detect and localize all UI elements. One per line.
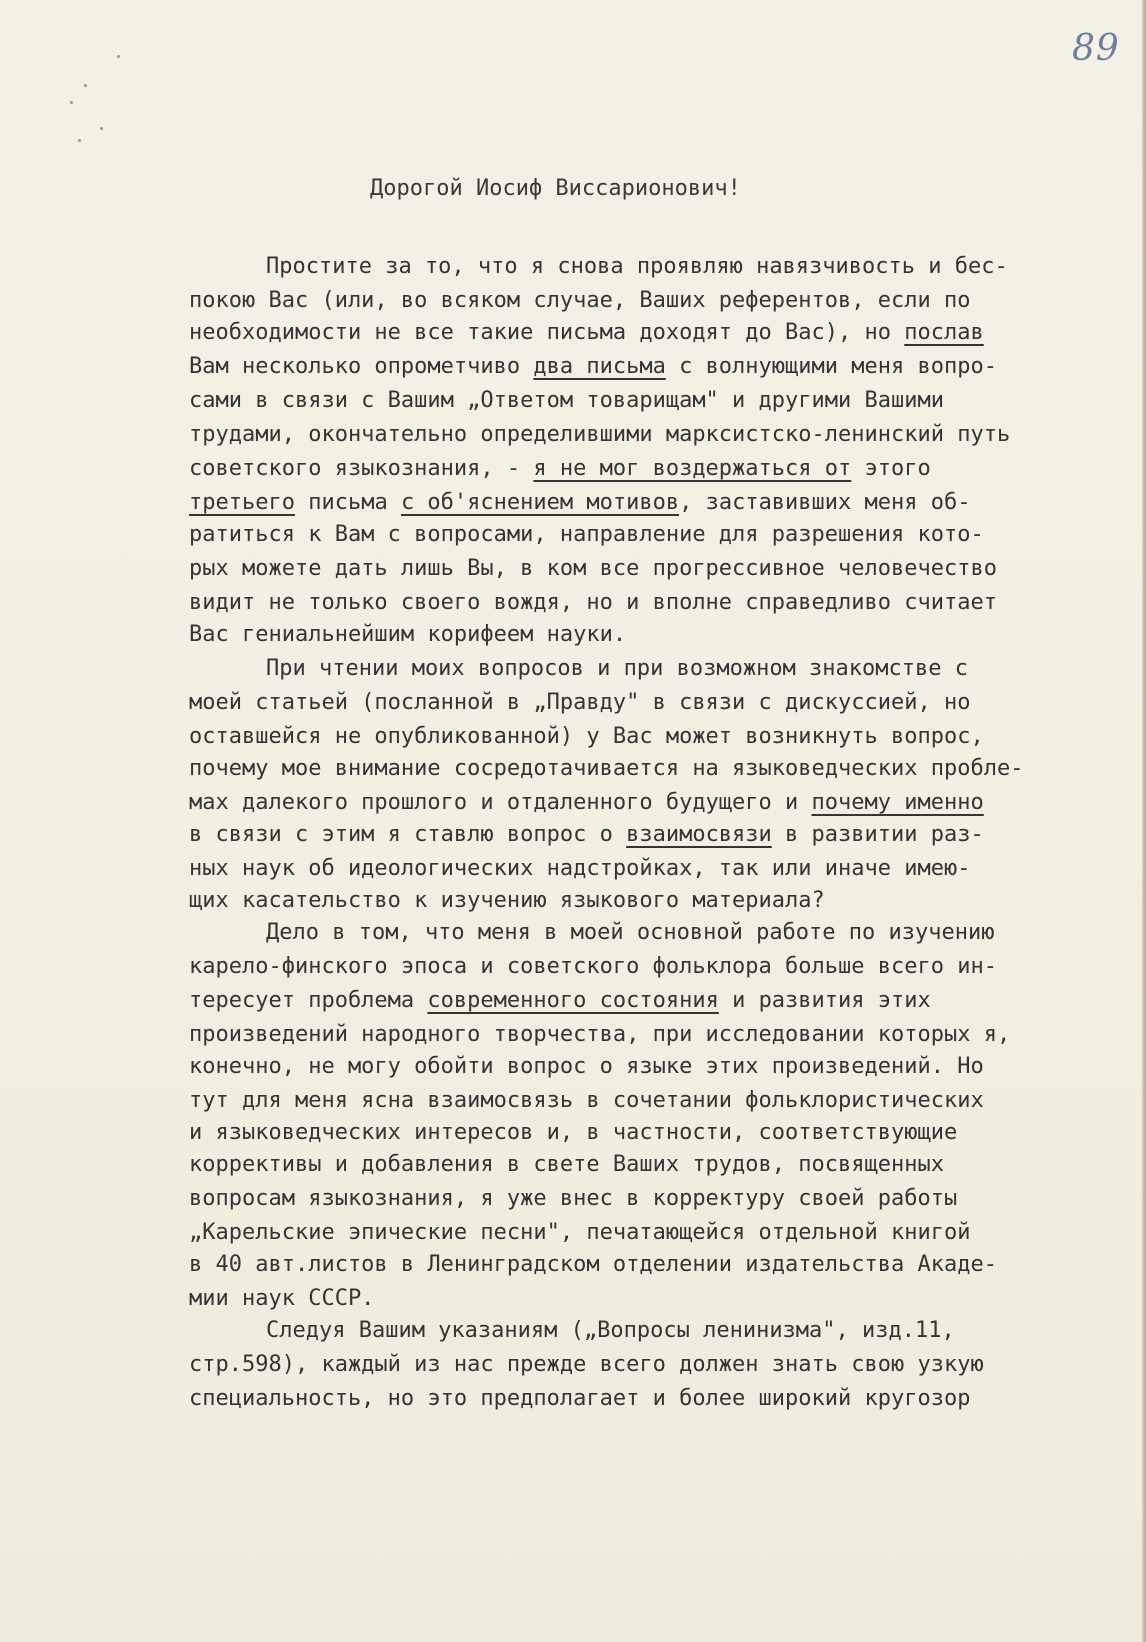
paper-speck xyxy=(84,84,87,87)
paper-edge xyxy=(1142,0,1146,1642)
text-segment: почему мое внимание сосредотачивается на языковедческих пробле- xyxy=(189,756,1024,781)
text-line xyxy=(189,1218,970,1250)
underlined-phrase: третьего xyxy=(189,490,295,515)
text-line xyxy=(189,386,944,418)
text-segment: в развитии раз- xyxy=(771,822,984,847)
underlined-phrase: современного состояния xyxy=(427,988,719,1013)
paper-speck xyxy=(117,55,120,58)
text-segment: произведений народного творчества, при исследовании которых я, xyxy=(189,1022,1011,1047)
text-segment: Вас гениальнейшим корифеем науки. xyxy=(189,622,627,647)
text-segment: „Карельские эпические песни", печатающейся отдельной книгой xyxy=(189,1220,971,1245)
text-segment: этого xyxy=(851,456,931,481)
text-line xyxy=(189,688,970,720)
underlined-phrase: с об'яснением мотивов xyxy=(400,490,680,515)
text-segment: в связи с этим я ставлю вопрос о xyxy=(189,822,627,847)
text-line xyxy=(189,420,1010,452)
underlined-phrase: два письма xyxy=(533,354,666,379)
handwritten-page-number: 89 xyxy=(1072,28,1120,69)
text-line xyxy=(189,854,970,886)
text-segment: видит не только своего вождя, но и вполне справедливо считает xyxy=(189,590,997,615)
underlined-phrase: почему именно xyxy=(811,790,984,815)
text-segment: сами в связи с Вашим „Ответом товарищам" и другими Вашими xyxy=(189,388,944,413)
text-line xyxy=(189,1350,984,1382)
text-line xyxy=(189,1052,984,1084)
text-line xyxy=(189,986,931,1018)
text-segment: рых можете дать лишь Вы, в ком все прогрессивное человечество xyxy=(189,556,997,581)
text-segment: советского языкознания, - xyxy=(189,456,534,481)
text-segment: ных наук об идеологических надстройках, так или иначе имею- xyxy=(189,856,971,881)
text-line xyxy=(189,554,997,586)
text-line xyxy=(189,722,984,754)
text-segment: и языковедческих интересов и, в частности, соответствующие xyxy=(189,1120,958,1145)
text-segment: с волнующими меня вопро- xyxy=(665,354,997,379)
underlined-phrase: послав xyxy=(904,320,984,345)
text-segment: в 40 авт.листов в Ленинградском отделении издательства Акаде- xyxy=(189,1252,997,1277)
text-segment: Следуя Вашим указаниям („Вопросы ленинизма", изд.11, xyxy=(266,1318,955,1343)
text-segment: моей статьей (посланной в „Правду" в связи с дискуссией, но xyxy=(189,690,971,715)
text-segment: Дело в том, что меня в моей основной работе по изучению xyxy=(266,920,995,945)
text-segment: карело-финского эпоса и советского фольклора больше всего ин- xyxy=(189,954,997,979)
text-segment: тут для меня ясна взаимосвязь в сочетании фольклористических xyxy=(189,1088,984,1113)
text-line xyxy=(189,1086,984,1118)
text-line xyxy=(189,286,970,318)
letter-salutation: Дорогой Иосиф Виссарионович! xyxy=(370,176,741,201)
text-line xyxy=(189,1184,957,1216)
text-segment: мах далекого прошлого и отдаленного будущего и xyxy=(189,790,812,815)
text-line xyxy=(189,352,997,384)
text-line xyxy=(189,1020,1010,1052)
text-line xyxy=(266,654,968,686)
text-line xyxy=(189,886,825,918)
text-segment: стр.598), каждый из нас прежде всего должен знать свою узкую xyxy=(189,1352,984,1377)
text-line xyxy=(189,318,984,350)
text-segment: письма xyxy=(294,490,401,515)
text-segment: тересует проблема xyxy=(189,988,428,1013)
text-segment: конечно, не могу обойти вопрос о языке этих произведений. Но xyxy=(189,1054,984,1079)
text-segment: Простите за то, что я снова проявляю навязчивость и бес- xyxy=(266,254,1008,279)
text-segment: специальность, но это предполагает и более широкий кругозор xyxy=(189,1386,971,1411)
paper-speck xyxy=(100,127,103,130)
underlined-phrase: я не мог воздержаться от xyxy=(533,456,852,481)
text-line xyxy=(189,1250,997,1282)
text-line xyxy=(189,952,997,984)
text-line xyxy=(189,1284,374,1316)
text-segment: оставшейся не опубликованной) у Вас может возникнуть вопрос, xyxy=(189,724,984,749)
text-line xyxy=(189,1118,957,1150)
text-segment: щих касательство к изучению языкового материала? xyxy=(189,888,825,913)
text-segment: покою Вас (или, во всяком случае, Ваших референтов, если по xyxy=(189,288,971,313)
text-line xyxy=(189,620,626,652)
text-line xyxy=(189,1384,970,1416)
text-segment: и развития этих xyxy=(718,988,931,1013)
text-line xyxy=(189,488,971,520)
text-line xyxy=(189,820,984,852)
text-line xyxy=(189,788,984,820)
text-segment: мии наук СССР. xyxy=(189,1286,375,1311)
text-segment: Вам несколько опрометчиво xyxy=(189,354,534,379)
text-line xyxy=(266,252,1008,284)
text-segment: необходимости не все такие письма доходят до Вас), но xyxy=(189,320,905,345)
text-segment: коррективы и добавления в свете Ваших трудов, посвященных xyxy=(189,1152,944,1177)
text-line xyxy=(189,1150,944,1182)
text-line xyxy=(189,754,1023,786)
text-segment: , заставивших меня об- xyxy=(679,490,971,515)
text-line xyxy=(189,454,931,486)
paper-speck xyxy=(70,101,73,104)
text-segment: При чтении моих вопросов и при возможном знакомстве с xyxy=(266,656,968,681)
text-segment: вопросам языкознания, я уже внес в корректуру своей работы xyxy=(189,1186,958,1211)
text-line xyxy=(189,520,984,552)
text-line xyxy=(266,918,994,950)
text-segment: трудами, окончательно определившими марксистско-ленинский путь xyxy=(189,422,1011,447)
text-line xyxy=(189,588,997,620)
paper-speck xyxy=(78,139,81,142)
text-line xyxy=(266,1316,955,1348)
text-segment: ратиться к Вам с вопросами, направление для разрешения кото- xyxy=(189,522,984,547)
underlined-phrase: взаимосвязи xyxy=(626,822,772,847)
